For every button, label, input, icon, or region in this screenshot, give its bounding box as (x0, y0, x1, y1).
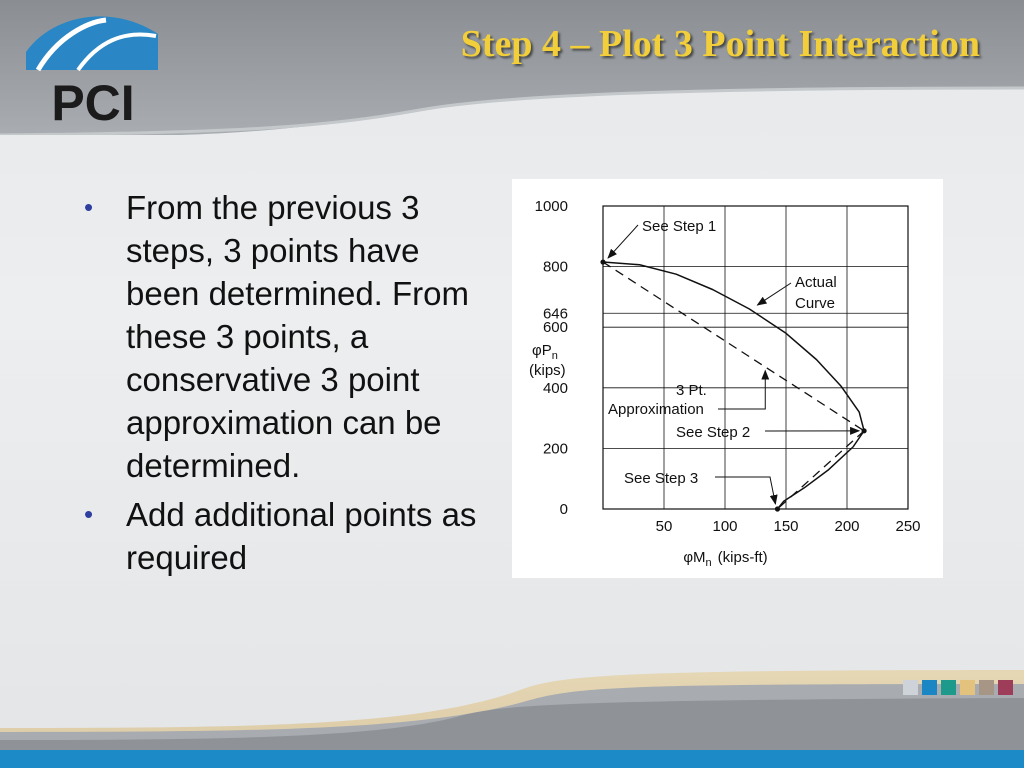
bullet-item: • Add additional points as required (82, 493, 502, 579)
see-step-3-arrow (715, 477, 775, 504)
slide-title: Step 4 – Plot 3 Point Interaction (460, 23, 980, 65)
key-point (600, 259, 605, 264)
color-square (998, 680, 1013, 695)
color-square (903, 680, 918, 695)
x-tick-label: 50 (655, 518, 673, 535)
y-axis-label-sub: n (551, 350, 558, 362)
interaction-chart-panel (512, 179, 943, 578)
see-step-1-label: See Step 1 (642, 218, 717, 235)
see-step-1-arrow (608, 225, 638, 258)
y-axis-label: $\varphi P_n$ (532, 342, 558, 362)
y-tick-label: 646 (542, 305, 568, 323)
color-square (941, 680, 956, 695)
y-tick-label: 600 (542, 319, 568, 337)
y-tick-label: 1000 (534, 198, 568, 215)
bullet-list (82, 186, 502, 585)
actual-curve-label-line2: Curve (795, 295, 836, 312)
y-tick-label: 200 (542, 440, 568, 458)
x-axis-label-sub: n (705, 557, 712, 569)
x-tick-label: 250 (895, 518, 921, 535)
pci-logo (18, 8, 168, 126)
bullet-item: • From the previous 3 steps, 3 points have been determined. From these 3 points, a conservative 3 point approximation can be determined. (82, 186, 502, 487)
see-step-3-label: See Step 3 (624, 470, 699, 487)
approximation-label-line2: Approximation (608, 401, 704, 418)
actual-curve-label: Actual (795, 274, 837, 291)
see-step-2-label: See Step 2 (676, 424, 751, 441)
key-point (861, 428, 866, 433)
logo-text: PCI (51, 75, 135, 126)
color-square (979, 680, 994, 695)
y-tick-label: 800 (542, 258, 568, 276)
x-axis-label-unit: (kips-ft) (717, 549, 768, 566)
y-axis-unit: (kips) (529, 362, 566, 379)
x-tick-label: 200 (834, 518, 860, 535)
y-tick-label: 400 (542, 379, 568, 397)
y-tick-label: 0 (559, 501, 568, 518)
footer-band (0, 660, 1024, 768)
color-squares (903, 680, 1017, 695)
x-axis-label: $\varphi M_n$ (kips-ft) (683, 549, 768, 569)
x-tick-label: 100 (712, 518, 738, 535)
interaction-diagram-chart (512, 179, 943, 578)
color-square (960, 680, 975, 695)
plot-frame (603, 206, 908, 509)
approximation-label: 3 Pt. (676, 382, 707, 399)
key-point (775, 506, 780, 511)
color-square (922, 680, 937, 695)
x-tick-label: 150 (773, 518, 799, 535)
